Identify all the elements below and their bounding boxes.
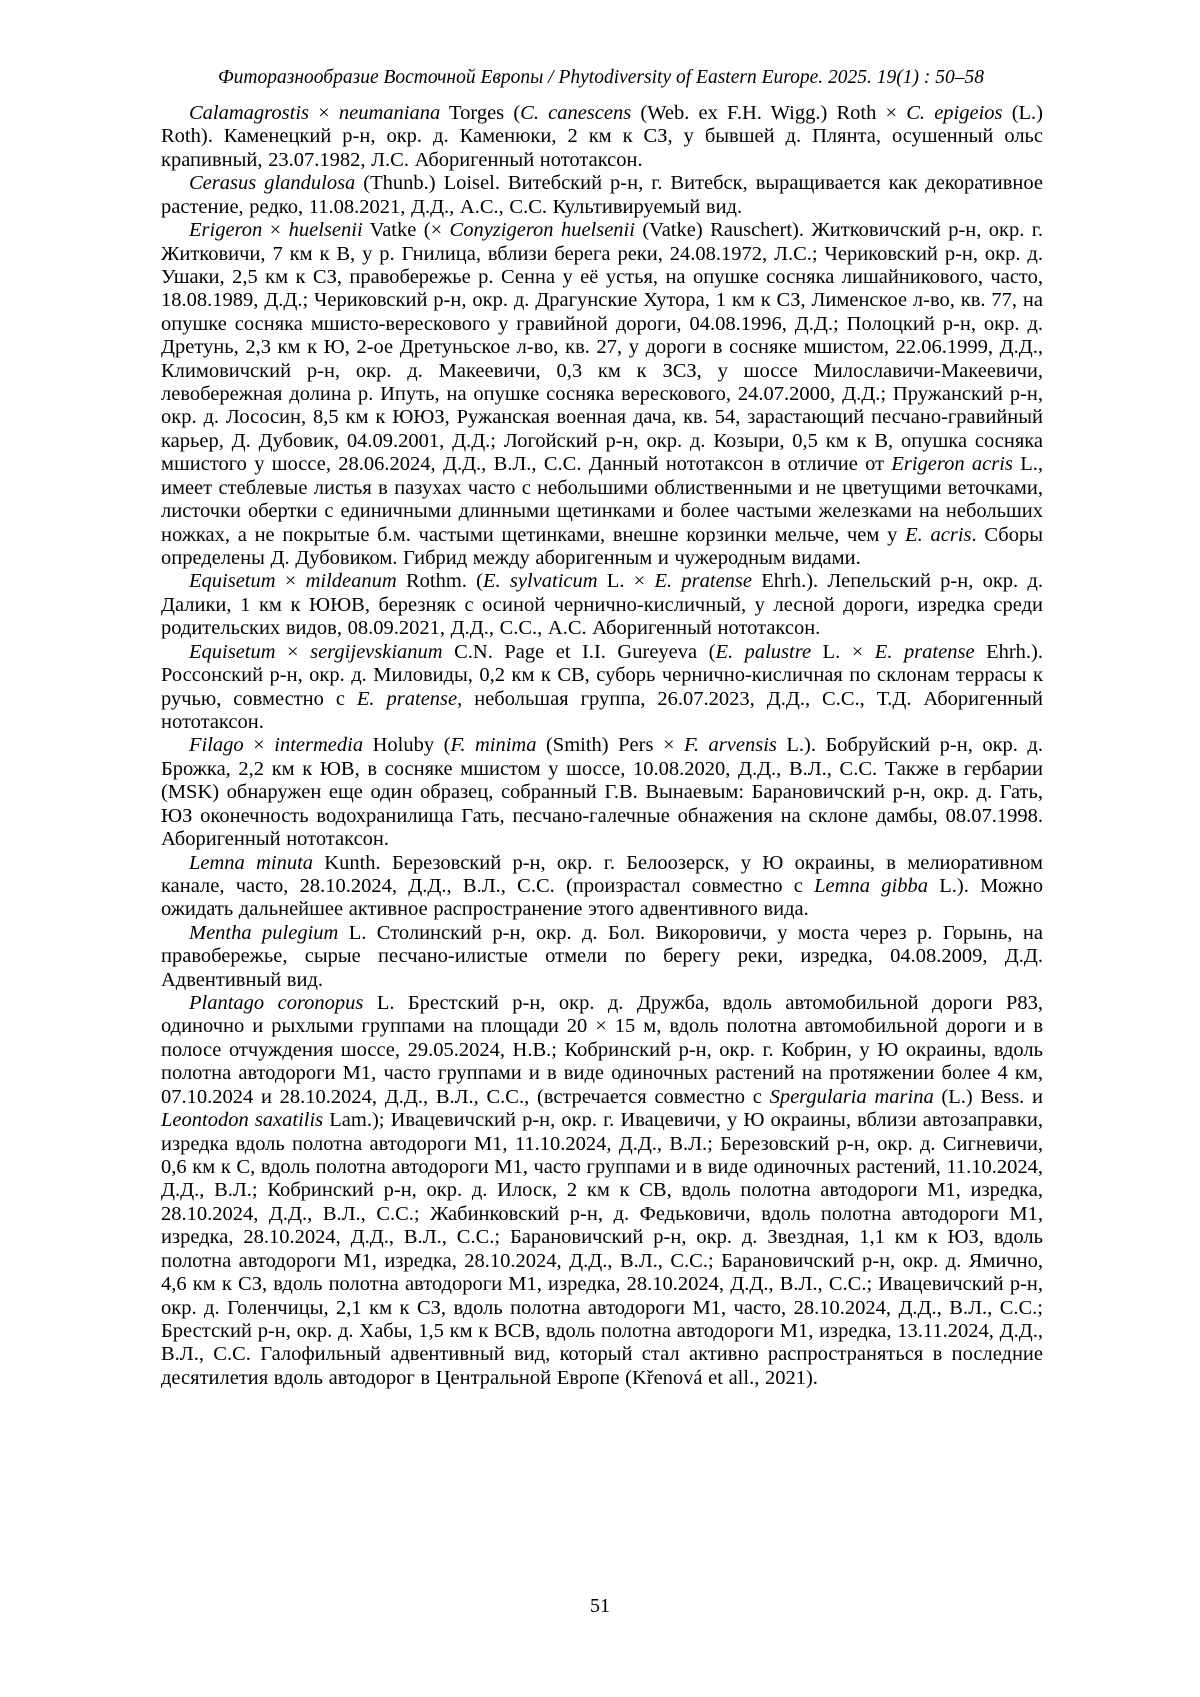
taxon-entry-paragraph [161, 992, 1043, 1390]
page-body [161, 102, 1043, 1390]
taxon-latin-name: intermedia [274, 734, 364, 757]
text-run: L. × [597, 570, 655, 593]
taxon-latin-name: neumaniana [338, 102, 441, 124]
text-run: Torges ( [440, 102, 521, 124]
taxon-latin-name: Filago [189, 734, 244, 757]
text-run: Ehrh.). Россонский р-н, окр. д. Миловиды, 0,2 км к СВ, суборь чернично-кисличная по склонам террасы к ручью, совместно с [161, 640, 1043, 710]
text-run: (L.) Bess. и [933, 1085, 1044, 1108]
taxon-latin-name: Plantago coronopus [189, 992, 364, 1015]
taxon-latin-name: Erigeron acris [891, 453, 1013, 476]
text-run: L. Столинский р-н, окр. д. Бол. Викоровичи, у моста через р. Горынь, на правобережье, сырые песчано-илистые отмели по берегу реки, изредка, 04.08.2009, Д.Д. Адвентивный вид. [161, 921, 1043, 991]
taxon-latin-name: E. sylvaticum [482, 570, 598, 593]
text-run: Lam.); Ивацевичский р-н, окр. г. Ивацевичи, у Ю окраины, вблизи автозаправки, изредка вдоль полотна автодороги М1, 11.10.2024, Д.Д., В.Л.; Березовский р-н, окр. д. Сигневичи, 0,6 км к С, вдоль полотна автодороги М1, часто группами и в виде одиночных растений, 11.10.2024, Д.Д., В.Л.; Кобринский р-н, окр. д. Илоск, 2 км к СВ, вдоль полотна автодороги М1, изредка, 28.10.2024, Д.Д., В.Л., С.С.; Жабинковский р-н, д. Федьковичи, вдоль полотна автодороги М1, изредка, 28.10.2024, Д.Д., В.Л., С.С.; Барановичский р-н, окр. д. Звездная, 1,1 км к ЮЗ, вдоль полотна автодороги М1, изредка, 28.10.2024, Д.Д., В.Л., С.С.; Барановичский р-н, окр. д. Ямично, 4,6 км к СЗ, вдоль полотна автодороги М1, изредка, 28.10.2024, Д.Д., В.Л., С.С.; Ивацевичский р-н, окр. д. Голенчицы, 2,1 км к СЗ, вдоль полотна автодороги М1, часто, 28.10.2024, Д.Д., В.Л., С.С.; Брестский р-н, окр. д. Хабы, 1,5 км к ВСВ, вдоль полотна автодороги М1, изредка, 13.11.2024, Д.Д., В.Л., С.С. Галофильный адвентивный вид, который стал активно распространяться в последние десятилетия вдоль автодорог в Центральной Европе (Křenová et all., 2021). [161, 1109, 1043, 1389]
taxon-latin-name: Conyzigeron huelsenii [449, 219, 635, 242]
text-run: Ehrh.). Лепельский р-н, окр. д. Далики, 1 км к ЮЮВ, березняк с осиной чернично-кисличный, у лесной дороги, изредка среди родительских видов, 08.09.2021, Д.Д., С.С., А.С. Аборигенный нототаксон. [161, 570, 1043, 640]
taxon-latin-name: E. acris [905, 523, 972, 546]
taxon-entry-paragraph [161, 852, 1043, 922]
text-run: × [275, 640, 311, 663]
taxon-latin-name: Calamagrostis [189, 102, 309, 124]
taxon-latin-name: Lemna gibba [814, 874, 928, 897]
text-run: L. × [811, 640, 875, 663]
text-run: × [275, 570, 306, 593]
text-run: (Smith) Pers × [536, 734, 685, 757]
taxon-entry-paragraph [161, 570, 1043, 640]
text-run: (Vatke) Rauschert). Житковичский р-н, окр. г. Житковичи, 7 км к В, у р. Гнилица, вблизи берега реки, 24.08.1972, Л.С.; Чериковский р-н, окр. д. Ушаки, 2,5 км к СЗ, правобережье р. Сенна у её устья, на опушке сосняка лишайникового, часто, 18.08.1989, Д.Д.; Чериковский р-н, окр. д. Драгунские Хутора, 1 км к СЗ, Лименское л-во, кв. 77, на опушке сосняка мшисто-верескового у гравийной дороги, 04.08.1996, Д.Д.; Полоцкий р-н, окр. д. Дретунь, 2,3 км к Ю, 2-ое Дретуньское л-во, кв. 27, у дороги в сосняке мшистом, 22.06.1999, Д.Д., Климовичский р-н, окр. д. Макеевичи, 0,3 км к ЗСЗ, у шоссе Милославичи-Макеевичи, левобережная долина р. Ипуть, на опушке сосняка верескового, 24.07.2000, Д.Д.; Пружанский р-н, окр. д. Лососин, 8,5 км к ЮЮЗ, Ружанская военная дача, кв. 54, зарастающий песчано-гравийный карьер, Д. Дубовик, 04.09.2001, Д.Д.; Логойский р-н, окр. д. Козыри, 0,5 км к В, опушка сосняка мшистого у шоссе, 28.06.2024, Д.Д., В.Л., С.С. Данный нототаксон в отличие от [161, 219, 1043, 476]
taxon-latin-name: Lemna minuta [189, 851, 314, 874]
taxon-latin-name: E. pratense [874, 640, 975, 663]
text-run: Holuby ( [363, 734, 451, 757]
text-run: , небольшая группа, 26.07.2023, Д.Д., С.С., Т.Д. Аборигенный нототаксон. [161, 687, 1044, 733]
taxon-latin-name: Leontodon saxatilis [161, 1109, 324, 1132]
text-run: (Thunb.) Loisel. Витебский р-н, г. Витебск, выращивается как декоративное растение, редко, 11.08.2021, Д.Д., А.С., С.С. Культивируемый вид. [161, 172, 1043, 218]
taxon-latin-name: sergijevskianum [310, 640, 443, 663]
taxon-latin-name: Cerasus glandulosa [189, 172, 356, 195]
text-run: L.). Можно ожидать дальнейшее активное распространение этого адвентивного вида. [161, 874, 1044, 921]
text-run: × [309, 102, 339, 124]
taxon-latin-name: E. pratense [654, 570, 752, 593]
taxon-latin-name: F. minima [450, 734, 537, 757]
taxon-latin-name: C. canescens [520, 102, 632, 124]
text-run: . Сборы определены Д. Дубовиком. Гибрид между аборигенным и чужеродным видами. [161, 523, 1043, 570]
taxon-latin-name: C. epigeios [906, 102, 1003, 124]
running-head: Фиторазнообразие Восточной Европы / Phytodiversity of Eastern Europe. 2025. 19(1) : 50–58 [218, 67, 984, 88]
taxon-entry-paragraph [161, 219, 1043, 570]
text-run: Vatke (× [362, 219, 450, 242]
text-run: (Web. ex F.H. Wigg.) Roth × [631, 102, 907, 124]
text-run: × [243, 734, 275, 757]
text-run: Rothm. ( [396, 570, 483, 593]
taxon-entry-paragraph [161, 172, 1043, 219]
taxon-latin-name: Equisetum [189, 570, 276, 593]
page-number: 51 [590, 1595, 610, 1617]
text-run: Kunth. Березовский р-н, окр. г. Белоозерск, у Ю окраины, в мелиоративном канале, часто, 28.10.2024, Д.Д., В.Л., С.С. (произрастал совместно с [161, 851, 1044, 897]
taxon-latin-name: mildeanum [305, 570, 397, 593]
taxon-entry-paragraph [161, 102, 1043, 172]
taxon-latin-name: Erigeron [189, 219, 263, 242]
taxon-latin-name: F. arvensis [684, 734, 777, 757]
taxon-latin-name: huelsenii [288, 219, 363, 242]
taxon-latin-name: E. pratense [356, 687, 458, 710]
text-run: × [262, 219, 289, 242]
text-run: L.). Бобруйский р-н, окр. д. Брожка, 2,2 км к ЮВ, в сосняке мшистом у шоссе, 10.08.2020, Д.Д., В.Л., С.С. Также в гербарии (MSK) обнаружен еще один образец, собранный Г.В. Вынаевым: Барановичский р-н, окр. д. Гать, ЮЗ оконечность водохранилища Гать, песчано-галечные обнажения на склоне дамбы, 08.07.1998. Аборигенный нототаксон. [161, 734, 1043, 851]
text-run: (L.) Roth). Каменецкий р-н, окр. д. Каменюки, 2 км к СЗ, у бывшей д. Плянта, осушенный ольс крапивный, 23.07.1982, Л.С. Аборигенный нототаксон. [161, 102, 1043, 171]
taxon-entry-paragraph [161, 922, 1043, 992]
text-run: C.N. Page et I.I. Gureyeva ( [442, 640, 716, 663]
taxon-entry-paragraph [161, 641, 1043, 735]
text-run: L. Брестский р-н, окр. д. Дружба, вдоль автомобильной дороги Р83, одиночно и рыхлыми группами на площади 20 × 15 м, вдоль полотна автомобильной дороги и в полосе отчуждения шоссе, 29.05.2024, Н.В.; Кобринский р-н, окр. г. Кобрин, у Ю окраины, вдоль полотна автодороги М1, часто группами и в виде одиночных растений на протяжении более 4 км, 07.10.2024 и 28.10.2024, Д.Д., В.Л., С.С., (встречается совместно с [161, 992, 1043, 1108]
text-run: L., имеет стеблевые листья в пазухах часто с небольшими облиственными и не цветущими веточками, листочки обертки с единичными длинными щетинками и более частыми железками на небольших ножках, а не покрытые б.м. частыми щетинками, внешне корзинки мельче, чем у [161, 453, 1043, 546]
taxon-latin-name: Mentha pulegium [189, 921, 339, 944]
taxon-latin-name: Spergularia marina [769, 1085, 934, 1108]
taxon-entry-paragraph [161, 734, 1043, 851]
taxon-latin-name: E. palustre [715, 640, 812, 663]
taxon-latin-name: Equisetum [189, 640, 276, 663]
